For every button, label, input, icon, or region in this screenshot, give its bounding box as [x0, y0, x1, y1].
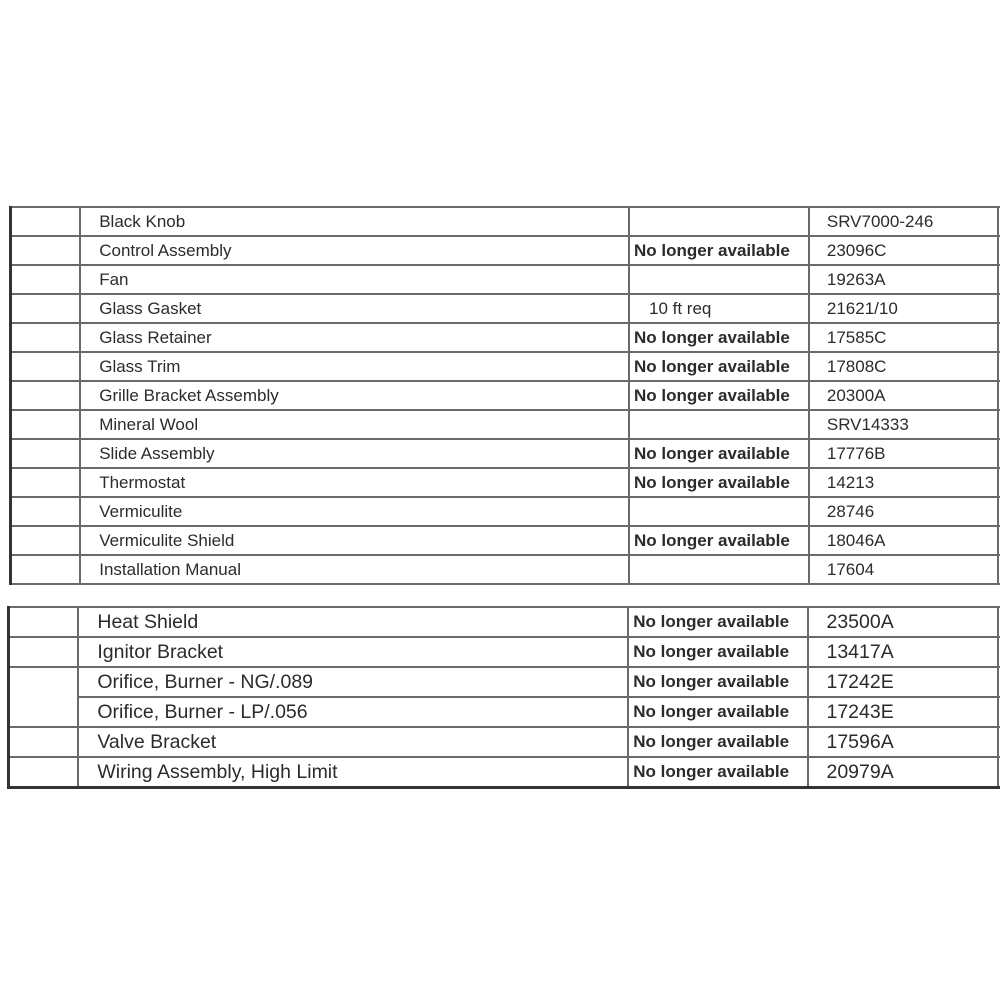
table-row	[11, 207, 1000, 236]
index-cell	[11, 468, 81, 497]
part-number: 17776B	[809, 439, 998, 468]
part-number: 20300A	[809, 381, 998, 410]
availability-status: No longer available	[628, 637, 808, 667]
availability-status: No longer available	[629, 323, 809, 352]
part-number: 28746	[809, 497, 998, 526]
table-row	[11, 526, 1000, 555]
index-cell	[11, 294, 81, 323]
part-name: Mineral Wool	[80, 410, 629, 439]
availability-status: No longer available	[629, 236, 809, 265]
index-cell	[9, 637, 79, 667]
part-name: Glass Gasket	[80, 294, 629, 323]
availability-status: No longer available	[628, 757, 808, 788]
index-cell	[9, 667, 79, 727]
table-row	[9, 637, 1000, 667]
part-number: 20979A	[808, 757, 997, 788]
index-cell	[11, 555, 81, 584]
part-name: Black Knob	[80, 207, 629, 236]
index-cell	[11, 497, 81, 526]
availability-status: No longer available	[629, 526, 809, 555]
availability-status	[629, 410, 809, 439]
table-row	[9, 727, 1000, 757]
index-cell	[11, 265, 81, 294]
availability-status: No longer available	[629, 468, 809, 497]
availability-status: No longer available	[628, 607, 808, 637]
part-number: 17596A	[808, 727, 997, 757]
index-cell	[11, 236, 81, 265]
part-name: Glass Trim	[80, 352, 629, 381]
part-name: Heat Shield	[78, 607, 628, 637]
index-cell	[11, 207, 81, 236]
table-row	[9, 757, 1000, 788]
table-row	[11, 294, 1000, 323]
index-cell	[9, 727, 79, 757]
table-row	[11, 265, 1000, 294]
availability-status: No longer available	[628, 667, 808, 697]
index-cell	[11, 381, 81, 410]
table-row	[9, 697, 1000, 727]
availability-status: No longer available	[628, 697, 808, 727]
part-number: 17585C	[809, 323, 998, 352]
availability-status: No longer available	[628, 727, 808, 757]
part-name: Thermostat	[80, 468, 629, 497]
part-name: Orifice, Burner - LP/.056	[78, 697, 628, 727]
index-cell	[9, 607, 79, 637]
table-row	[11, 381, 1000, 410]
part-number: 17243E	[808, 697, 997, 727]
part-name: Vermiculite	[80, 497, 629, 526]
part-number: 14213	[809, 468, 998, 497]
index-cell	[11, 410, 81, 439]
parts-table-lower	[7, 606, 1000, 789]
availability-status: No longer available	[629, 439, 809, 468]
part-number: 18046A	[809, 526, 998, 555]
parts-table-upper	[9, 206, 1000, 585]
table-row	[11, 410, 1000, 439]
part-number: 23096C	[809, 236, 998, 265]
part-name: Glass Retainer	[80, 323, 629, 352]
table-row	[9, 667, 1000, 697]
part-number: 17808C	[809, 352, 998, 381]
part-name: Slide Assembly	[80, 439, 629, 468]
table-row	[11, 236, 1000, 265]
table-row	[11, 439, 1000, 468]
table-row	[11, 468, 1000, 497]
part-number: 17242E	[808, 667, 997, 697]
index-cell	[11, 352, 81, 381]
part-number: SRV14333	[809, 410, 998, 439]
part-number: 13417A	[808, 637, 997, 667]
table-row	[11, 323, 1000, 352]
table-row	[11, 352, 1000, 381]
part-name: Orifice, Burner - NG/.089	[78, 667, 628, 697]
part-name: Vermiculite Shield	[80, 526, 629, 555]
part-name: Grille Bracket Assembly	[80, 381, 629, 410]
part-name: Valve Bracket	[78, 727, 628, 757]
availability-status	[629, 555, 809, 584]
availability-status	[629, 497, 809, 526]
part-number: 23500A	[808, 607, 997, 637]
index-cell	[11, 526, 81, 555]
availability-status: No longer available	[629, 352, 809, 381]
table-row	[11, 555, 1000, 584]
index-cell	[11, 439, 81, 468]
part-number: SRV7000-246	[809, 207, 998, 236]
part-name: Fan	[80, 265, 629, 294]
part-number: 19263A	[809, 265, 998, 294]
availability-status: No longer available	[629, 381, 809, 410]
index-cell	[11, 323, 81, 352]
availability-status	[629, 265, 809, 294]
part-name: Installation Manual	[80, 555, 629, 584]
index-cell	[9, 757, 79, 788]
part-name: Ignitor Bracket	[78, 637, 628, 667]
part-name: Control Assembly	[80, 236, 629, 265]
table-row	[9, 607, 1000, 637]
table-row	[11, 497, 1000, 526]
part-number: 21621/10	[809, 294, 998, 323]
availability-status	[629, 207, 809, 236]
part-name: Wiring Assembly, High Limit	[78, 757, 628, 788]
availability-status: 10 ft req	[629, 294, 809, 323]
part-number: 17604	[809, 555, 998, 584]
